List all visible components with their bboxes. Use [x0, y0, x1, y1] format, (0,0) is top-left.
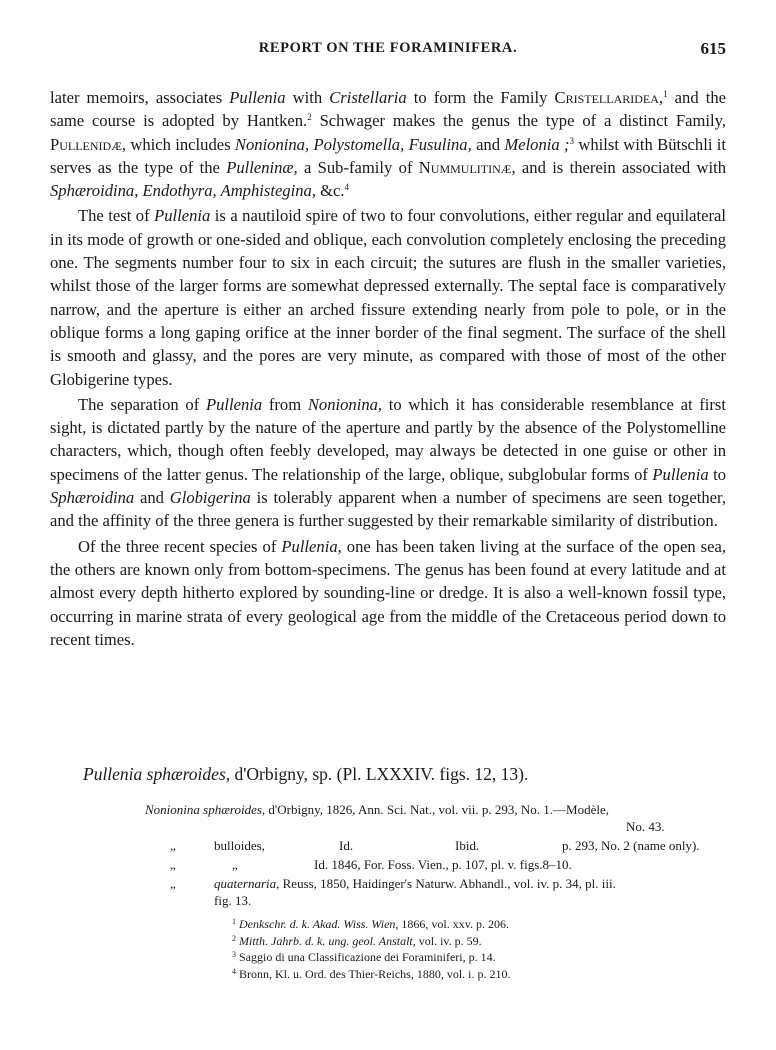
text: &c. [315, 181, 345, 201]
synonym-reference: d'Orbigny, 1826, Ann. Sci. Nat., vol. vii. p. 293, No. 1.—Modèle, [265, 802, 609, 817]
text: a Sub-family of [297, 157, 419, 177]
footnote-text: Bronn, Kl. u. Ord. des Thier-Reichs, 1880, vol. i. p. 210. [239, 966, 511, 981]
genus-name: Pullenia [205, 394, 263, 414]
synonymy-entry [145, 802, 609, 818]
paragraph-1 [50, 86, 726, 202]
text: and the same course is adopted by Hantken. [50, 88, 726, 131]
footnote-source: Mitth. Jahrb. d. k. ung. geol. Anstalt, [239, 933, 416, 948]
text: one has been taken living at the surface of the open sea, the others are known only from bottom-specimens. The genus has been found at every latitude and at almost every depth hitherto explored by sounding-line or dredge. It is also a well-known fossil type, occurring in marine strata of every geological age from the middle of the Cretaceous period down to recent times. [50, 536, 726, 649]
synonymy-entry-continuation: fig. 13. [214, 893, 252, 908]
synonymy-entry [214, 876, 616, 892]
footnote-ref-4[interactable]: 4 [344, 182, 350, 193]
synonym-reference: Reuss, 1850, Haidinger's Naturw. Abhandl., vol. iv. p. 34, pl. iii. [279, 876, 616, 891]
species-heading [83, 764, 723, 785]
text: Of the three recent species of [78, 536, 282, 556]
family-name: Nummulitinæ, [418, 157, 516, 177]
genus-name: Nonionina, [307, 394, 383, 414]
footnote-text: Saggio di una Classificazione dei Foraminiferi, p. 14. [239, 950, 496, 965]
text: is a nautiloid spire of two to four convolutions, either regular and equilateral in its mode of growth or one-sided and oblique, each convolution completely enclosing the preceding one. The segments number four to six in each circuit; the sutures are flush in the smaller varieties, whilst those of the larger forms are somewhat depressed externally. The septal face is comparatively narrow, and the aperture is either an arched fissure extending nearly from pole to pole, or in the oblique forms a long gaping orifice at the inner border of the final segment. The surface of the shell is smooth and glassy, and the pores are very minute, as compared with those of most of the other Globigerine types. [50, 206, 726, 389]
family-name: Cristellaridea, [554, 88, 664, 107]
ditto-mark: „ [170, 838, 176, 853]
synonym-name: Nonionina sphæroides, [145, 802, 266, 817]
footnote-text: 1866, vol. xxv. p. 206. [398, 917, 509, 931]
footnote-ref-2[interactable]: 2 [307, 112, 312, 123]
text: with [285, 88, 330, 107]
genus-name: Melonia ; [504, 134, 570, 154]
species-authority: d'Orbigny, sp. (Pl. LXXXIV. figs. 12, 13). [230, 764, 529, 784]
genus-name: Pullenia [154, 206, 211, 226]
footnote-ref-1[interactable]: 1 [663, 89, 668, 99]
footnote-number: 4 [232, 966, 236, 976]
text: The separation of [78, 394, 206, 414]
synonym-author: Id. [339, 838, 354, 853]
synonymy-entry-continuation: No. 43. [626, 819, 665, 834]
genus-names: Sphæroidina, Endothyra, Amphistegina, [50, 181, 316, 201]
footnote [232, 916, 732, 933]
footnote-number: 2 [232, 933, 236, 943]
footnote-source: Denkschr. d. k. Akad. Wiss. Wien, [239, 917, 399, 931]
ditto-mark: „ [170, 876, 176, 891]
text: Schwager makes the genus the type of a distinct Family, [311, 111, 727, 131]
species-name: Pullenia sphæroides, [83, 764, 231, 784]
ditto-mark: „ [232, 857, 238, 872]
genus-name: Sphæroidina [50, 488, 135, 508]
genus-name: Globigerina [169, 488, 251, 508]
text: which includes [126, 134, 235, 154]
text: to which it has considerable resemblance at first sight, is dictated partly by the nature of the aperture and partly by the absence of the Polystomelline characters, which, though often feebly developed, may always be detected in one guise or other in specimens of the latter genus. The relationship of the large, oblique, subglobular forms of [50, 394, 726, 484]
family-name: Pullenidæ, [50, 134, 127, 154]
text: whilst with Bütschli it serves as the type of the [50, 134, 726, 177]
paragraph-3 [50, 393, 726, 533]
synonym-reference: Id. 1846, For. Foss. Vien., p. 107, pl. v. figs.8–10. [314, 857, 572, 872]
page-header [0, 40, 776, 66]
genus-names: Nonionina, Polystomella, Fusulina, [234, 134, 472, 154]
genus-name: Cristellaria [329, 88, 407, 107]
running-title: REPORT ON THE FORAMINIFERA. [258, 40, 518, 56]
text: and is therein associated with [515, 157, 727, 177]
paragraph-4 [50, 535, 726, 651]
paragraph-2 [50, 204, 726, 390]
synonym-reference: p. 293, No. 2 (name only). [562, 838, 700, 853]
footnote [232, 966, 732, 983]
ditto-mark: „ [170, 857, 176, 872]
text: from [262, 394, 308, 414]
synonym-name: bulloides, [214, 838, 265, 853]
genus-name: Pullenia [652, 464, 709, 484]
synonym-source: Ibid. [455, 838, 480, 853]
genus-name: Pullenia, [281, 536, 342, 556]
footnote [232, 933, 732, 950]
genus-name: Pullenia [229, 88, 286, 107]
text: to [708, 464, 726, 484]
footnote-number: 3 [232, 950, 236, 960]
text: is tolerably apparent when a number of specimens are seen together, and the affinity of the three genera is further suggested by their remarkable similarity of distribution. [50, 488, 726, 531]
footnote-number: 1 [232, 917, 236, 926]
text: later memoirs, associates [50, 88, 230, 107]
text: to form the Family [406, 88, 555, 107]
text: and [134, 488, 170, 508]
footnotes [232, 916, 732, 982]
synonym-name: quaternaria, [214, 876, 280, 891]
text: The test of [78, 206, 155, 226]
footnote [232, 949, 732, 966]
body-text [50, 86, 726, 651]
footnote-text: vol. iv. p. 59. [415, 933, 482, 948]
footnote-ref-3[interactable]: 3 [569, 135, 575, 146]
text: and [471, 134, 505, 154]
subfamily-name: Pulleninæ, [226, 157, 298, 177]
page-number: 615 [700, 39, 726, 58]
